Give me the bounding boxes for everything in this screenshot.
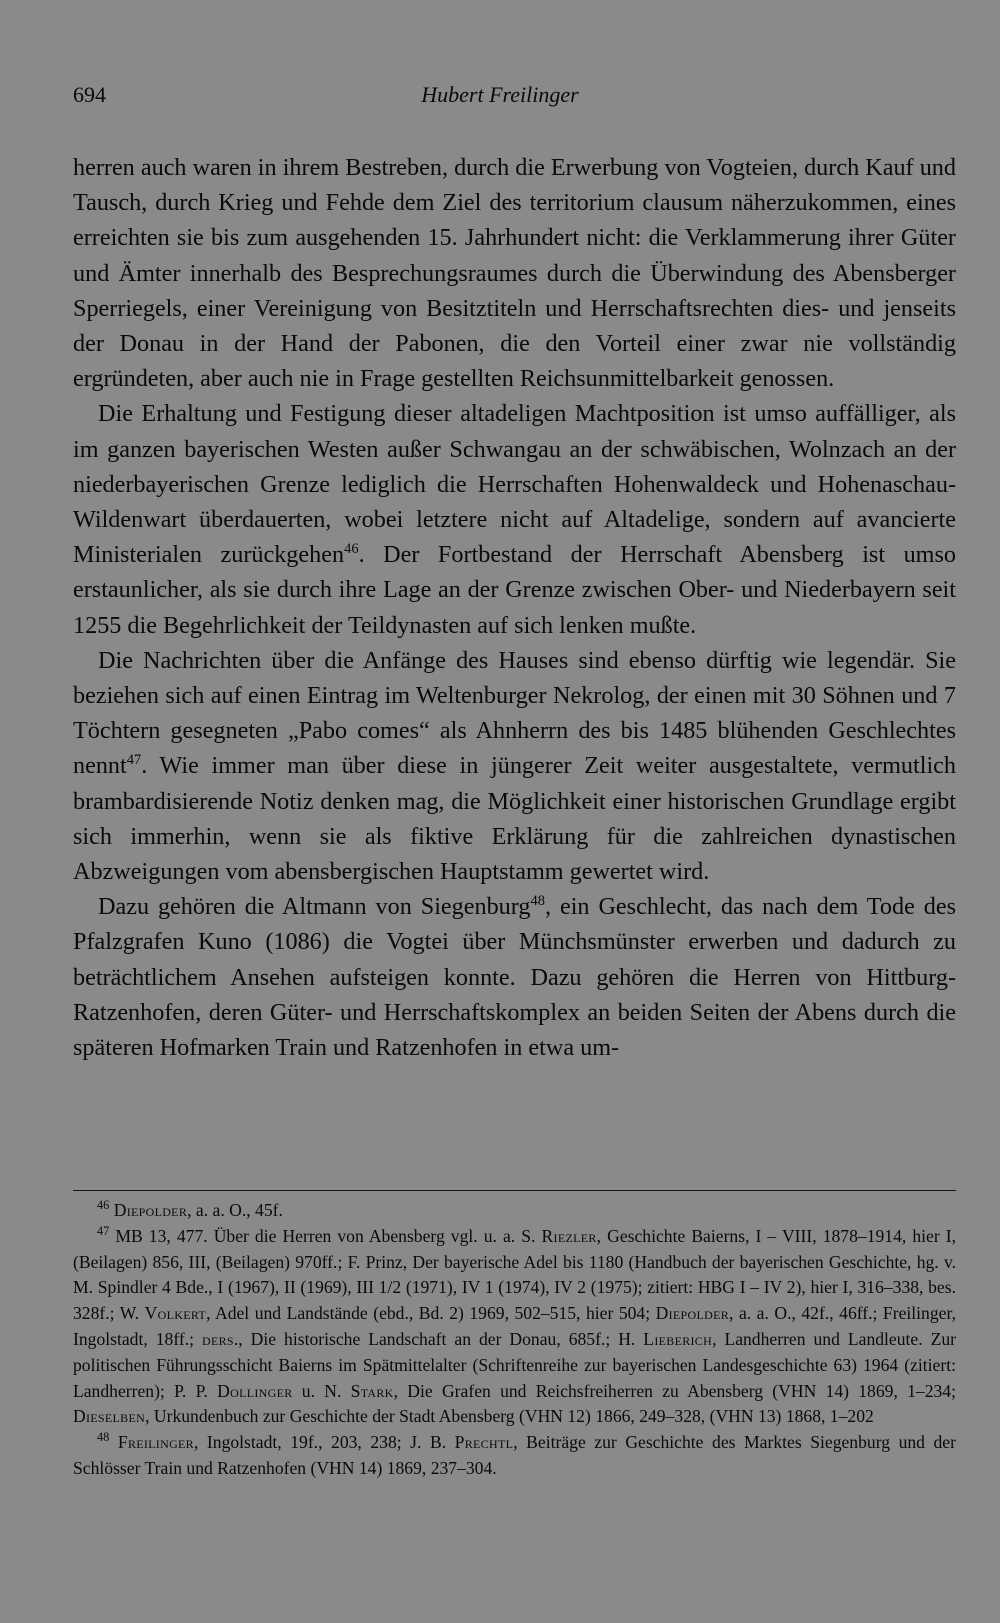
author-name: Stark xyxy=(350,1380,394,1401)
running-head: Hubert Freilinger xyxy=(421,82,579,107)
author-name: Dieselben xyxy=(73,1406,146,1427)
footnote-text: , Geschichte Baierns, I – VIII, 1878–1914, hier I, (Beilagen) 856, III, (Beilagen) 970ff.; F. Prinz, Der bayerische Adel bis 1180 (Handbuch der bayerischen Geschichte, hg. v. M. Spindler 4 Bde., I (1967), II (1969), III 1/2 (1971), IV 1 (1974), IV 2 (1975); zitiert: HBG I – IV 2), hier I, 316–338, bes. 328f.; W. xyxy=(73,1225,956,1324)
author-name: Prechtl xyxy=(454,1432,514,1453)
paragraph-1: herren auch waren in ihrem Bestreben, durch die Erwerbung von Vogteien, durch Kauf und Tausch, durch Krieg und Fehde dem Ziel des territorium clausum näherzukommen, eines erreichten sie bis zum ausgehenden 15. Jahrhundert nicht: die Verklammerung ihrer Güter und Ämter innerhalb des Besprechungsraumes durch die Überwindung des Abensberger Sperriegels, einer Vereinigung von Besitztiteln und Herrschaftsrechten dies- und jenseits der Donau in der Hand der Pabonen, die den Vorteil einer zwar nie vollständig ergründeten, aber auch nie in Frage gestellten Reichsunmittelbarkeit genossen. xyxy=(73,154,956,393)
author-name: Diepolder xyxy=(113,1200,188,1220)
footnote-text: , Ingolstadt, 19f., 203, 238; J. B. xyxy=(193,1432,455,1453)
paragraph-4-text-a: Dazu gehören die Altmann von Siegenburg xyxy=(98,893,531,921)
author-name: Lieberich xyxy=(643,1328,713,1349)
paragraph-3-text-a: Die Nachrichten über die Anfänge des Hauses sind ebenso dürftig wie legendär. Sie beziehen sich auf einen Eintrag im Weltenburger Nekrolog, der einen mit 30 Söhnen und 7 Töchtern gesegneten „Pabo comes“ als Ahnherrn des bis 1485 blühenden Geschlechtes nennt xyxy=(73,646,956,780)
footnote-text: u. N. xyxy=(292,1380,351,1401)
author-name: Volkert xyxy=(144,1303,207,1324)
footnote-text: , Urkundenbuch zur Geschichte der Stadt Abensberg (VHN 12) 1866, 249–328, (VHN 13) 1868, 1–202 xyxy=(145,1406,874,1427)
footnote-text: , Landherren und Landleute. Zur politischen Führungsschicht Baierns im Spätmittelalter (Schriftenreihe zur bayerischen Landesgeschichte 63) 1964 (zitiert: Landherren); P. P. xyxy=(73,1328,957,1401)
footnote-rule xyxy=(73,1190,956,1191)
footnote-48 xyxy=(73,1430,956,1482)
footnote-text: , Adel und Landstände (ebd., Bd. 2) 1969, 502–515, hier 504; xyxy=(206,1303,656,1324)
footnote-text: ., Die historische Landschaft an der Donau, 685f.; H. xyxy=(233,1328,644,1349)
paragraph-4-text-b: , ein Geschlecht, das nach dem Tode des Pfalzgrafen Kuno (1086) die Vogtei über Münchsmünster erwerben und dadurch zu beträchtlichem Ansehen aufsteigen konnte. Dazu gehören die Herren von Hittburg-Ratzenhofen, deren Güter- und Herrschaftskomplex an beiden Seiten der Abens durch die späteren Hofmarken Train und Ratzenhofen in etwa um- xyxy=(73,893,956,1062)
paragraph-2 xyxy=(73,396,956,642)
footnote-text: , Beiträge zur Geschichte des Marktes Siegenburg und der Schlösser Train und Ratzenhofen (VHN 14) 1869, 237–304. xyxy=(73,1432,956,1478)
paragraph-3-text-b: . Wie immer man über diese in jüngerer Zeit weiter ausgestaltete, vermutlich brambardisierende Notiz denken mag, die Möglichkeit einer historischen Grundlage ergibt sich immerhin, wenn sie als fiktive Erklärung für die zahlreichen dynastischen Abzweigungen vom abensbergischen Hauptstamm gewertet wird. xyxy=(73,752,956,886)
footnote-ref-46[interactable]: 46 xyxy=(344,541,359,558)
author-name: Riezler xyxy=(541,1225,597,1246)
footnote-text: , a. a. O., 42f., 46ff.; Freilinger, Ingolstadt, 18ff.; xyxy=(73,1303,957,1349)
paragraph-3 xyxy=(73,643,956,889)
footnote-46 xyxy=(73,1198,956,1224)
footnote-number: 47 xyxy=(97,1223,110,1238)
paragraph-2-text-b: . Der Fortbestand der Herrschaft Abensberg ist umso erstaunlicher, als sie durch ihre Lage an der Grenze zwischen Ober- und Niederbayern seit 1255 die Begehrlichkeit der Teildynasten auf sich lenken mußte. xyxy=(73,541,957,639)
footnotes xyxy=(73,1198,956,1482)
author-name: Freilinger xyxy=(117,1432,194,1453)
page-number: 694 xyxy=(73,82,106,107)
page-header xyxy=(73,82,927,112)
footnote-47 xyxy=(73,1224,956,1430)
footnote-text: MB 13, 477. Über die Herren von Abensberg vgl. u. a. S. xyxy=(115,1225,542,1246)
footnote-text: , Die Grafen und Reichsfreiherren zu Abensberg (VHN 14) 1869, 1–234; xyxy=(393,1380,956,1401)
paragraph-2-text-a: Die Erhaltung und Festigung dieser altadeligen Machtposition ist umso auffälliger, als im ganzen bayerischen Westen außer Schwangau an der schwäbischen, Wolnzach an der niederbayerischen Grenze lediglich die Herrschaften Hohenwaldeck und Hohenaschau-Wildenwart überdauerten, wobei letztere nicht auf Altadelige, sondern auf avancierte Ministerialen zurückgehen xyxy=(73,400,956,569)
footnote-text: , a. a. O., 45f. xyxy=(187,1200,283,1220)
paragraph-4 xyxy=(73,889,956,1065)
author-name: Diepolder xyxy=(655,1303,730,1324)
footnote-number: 48 xyxy=(97,1430,110,1445)
author-name: ders xyxy=(202,1328,234,1349)
author-name: Dollinger xyxy=(217,1380,293,1401)
footnote-ref-48[interactable]: 48 xyxy=(530,893,545,910)
footnote-ref-47[interactable]: 47 xyxy=(126,752,142,769)
footnote-number: 46 xyxy=(97,1198,110,1213)
main-text xyxy=(73,150,956,1065)
